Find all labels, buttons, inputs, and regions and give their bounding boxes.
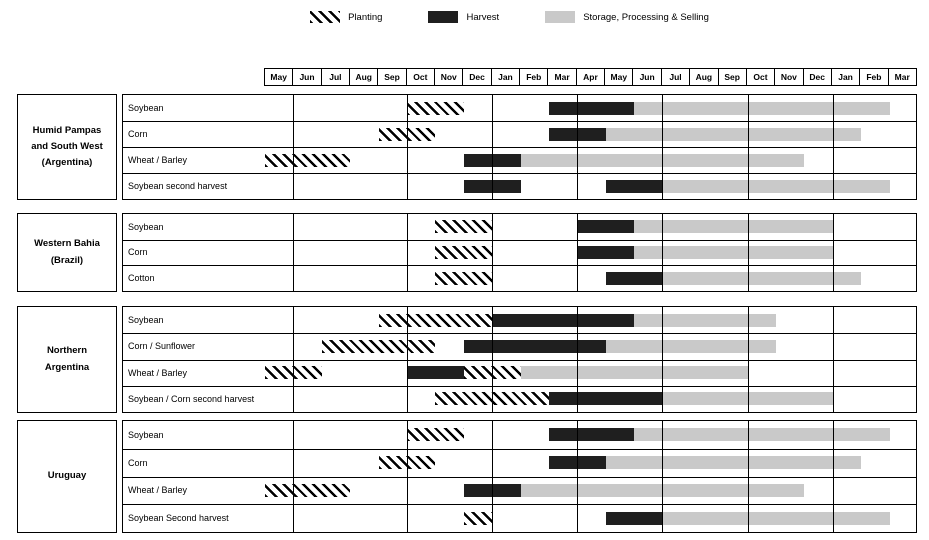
- bar-planting: [322, 340, 436, 353]
- gridline: [293, 421, 294, 532]
- month-label: Dec: [803, 69, 831, 85]
- bar-harvest: [577, 220, 634, 233]
- bar-storage: [606, 340, 776, 353]
- region-label-line: (Argentina): [41, 157, 93, 169]
- gridline: [492, 214, 493, 291]
- gridline: [833, 95, 834, 199]
- crop-label: Soybean: [128, 315, 164, 326]
- crop-label: Wheat / Barley: [128, 367, 188, 378]
- month-label: Jan: [491, 69, 519, 85]
- region-label-line: (Brazil): [50, 254, 84, 266]
- crop-label: Corn: [128, 247, 148, 258]
- crop-label: Wheat / Barley: [128, 485, 188, 496]
- gridline: [748, 95, 749, 199]
- row-separator: [123, 147, 916, 148]
- month-label: Mar: [547, 69, 575, 85]
- month-label: May: [270, 72, 287, 82]
- row-separator: [123, 333, 916, 334]
- gridline: [577, 95, 578, 199]
- month-label: Feb: [859, 69, 887, 85]
- month-label: Oct: [406, 69, 434, 85]
- crop-label: Soybean / Corn second harvest: [128, 393, 255, 404]
- region-label-line: Western Bahia: [34, 238, 100, 250]
- row-separator: [123, 504, 916, 505]
- bar-planting: [407, 102, 464, 115]
- bar-storage: [521, 366, 748, 379]
- crop-label: Soybean second harvest: [128, 181, 228, 191]
- month-label: Aug: [349, 69, 377, 85]
- row-separator: [123, 477, 916, 478]
- row-separator: [123, 360, 916, 361]
- region-label-line: Northern: [46, 345, 88, 357]
- gridline: [407, 421, 408, 532]
- gridline: [833, 214, 834, 291]
- harvest-swatch-icon: [428, 11, 458, 23]
- bar-harvest: [549, 392, 663, 405]
- month-label: Jun: [632, 69, 660, 85]
- month-label: Jan: [831, 69, 859, 85]
- bar-planting: [435, 220, 492, 233]
- month-label: Mar: [888, 69, 916, 85]
- month-label: Nov: [774, 69, 802, 85]
- crop-label: Wheat / Barley: [128, 155, 188, 165]
- crop-label: Soybean Second harvest: [128, 513, 229, 524]
- region-label: [17, 213, 117, 292]
- bar-planting: [265, 484, 350, 497]
- bar-harvest: [549, 428, 634, 441]
- storage-swatch-icon: [545, 11, 575, 23]
- bar-storage: [634, 102, 890, 115]
- gridline: [577, 307, 578, 412]
- gridline: [293, 214, 294, 291]
- gridline: [407, 214, 408, 291]
- gridline: [748, 214, 749, 291]
- gridline: [577, 214, 578, 291]
- crop-label: Soybean: [128, 103, 164, 113]
- month-label: Jul: [661, 69, 689, 85]
- bar-harvest: [464, 340, 606, 353]
- gridline: [492, 95, 493, 199]
- legend: [90, 9, 929, 25]
- month-label: Jul: [321, 69, 349, 85]
- gridline: [662, 421, 663, 532]
- bar-harvest: [606, 180, 663, 193]
- bar-storage: [662, 512, 889, 525]
- region-chart: [122, 94, 917, 200]
- gridline: [662, 307, 663, 412]
- month-label: Oct: [746, 69, 774, 85]
- gridline: [293, 95, 294, 199]
- crop-label: Cotton: [128, 273, 155, 284]
- gridline: [293, 307, 294, 412]
- bar-harvest: [606, 512, 663, 525]
- bar-storage: [634, 220, 833, 233]
- gridline: [577, 421, 578, 532]
- bar-harvest: [577, 246, 634, 259]
- gridline: [407, 307, 408, 412]
- gridline: [748, 307, 749, 412]
- month-label: Aug: [689, 69, 717, 85]
- bar-storage: [662, 272, 861, 285]
- month-label: May: [604, 69, 632, 85]
- month-label: Apr: [576, 69, 604, 85]
- bar-planting: [379, 314, 493, 327]
- bar-harvest: [606, 272, 663, 285]
- bar-planting: [407, 428, 464, 441]
- bar-planting: [435, 246, 492, 259]
- legend-item-planting: [310, 11, 382, 23]
- bar-harvest: [492, 314, 634, 327]
- month-label: Sep: [718, 69, 746, 85]
- bar-storage: [634, 246, 833, 259]
- crop-label: Corn: [128, 129, 148, 139]
- month-label: Jun: [292, 69, 320, 85]
- gridline: [833, 421, 834, 532]
- crop-label: Soybean: [128, 221, 164, 232]
- crop-label: Soybean: [128, 429, 164, 440]
- bar-storage: [634, 428, 890, 441]
- row-separator: [123, 173, 916, 174]
- gridline: [833, 307, 834, 412]
- legend-item-storage: [545, 11, 709, 23]
- bar-storage: [606, 456, 862, 469]
- bar-storage: [634, 314, 776, 327]
- region-label-line: Argentina: [44, 361, 90, 373]
- row-separator: [123, 265, 916, 266]
- legend-item-harvest: [428, 11, 499, 23]
- region-label-line: and South West: [31, 140, 103, 152]
- row-separator: [123, 121, 916, 122]
- crop-label: Corn / Sunflower: [128, 341, 196, 352]
- region-label: [17, 306, 117, 413]
- bar-planting: [464, 512, 492, 525]
- bar-planting: [265, 154, 350, 167]
- month-axis: [264, 68, 917, 86]
- bar-harvest: [407, 366, 464, 379]
- bar-planting: [435, 272, 492, 285]
- row-separator: [123, 449, 916, 450]
- region-label: [17, 94, 117, 200]
- gridline: [662, 214, 663, 291]
- bar-storage: [606, 128, 862, 141]
- gridline: [492, 421, 493, 532]
- region-chart: [122, 213, 917, 292]
- planting-swatch-icon: [310, 11, 340, 23]
- region-chart: [122, 420, 917, 533]
- region-label-line: Humid Pampas: [32, 124, 102, 136]
- region-label: [17, 420, 117, 533]
- gridline: [662, 95, 663, 199]
- gridline: [748, 421, 749, 532]
- bar-storage: [662, 180, 889, 193]
- row-separator: [123, 240, 916, 241]
- bar-harvest: [549, 102, 634, 115]
- month-label: Nov: [434, 69, 462, 85]
- region-label-line: Uruguay: [47, 470, 87, 482]
- legend-label: Planting: [348, 11, 383, 23]
- crop-label: Corn: [128, 457, 148, 468]
- legend-label: Harvest: [466, 11, 500, 23]
- month-label: Dec: [462, 69, 490, 85]
- month-label: Feb: [519, 69, 547, 85]
- gridline: [492, 307, 493, 412]
- region-chart: [122, 306, 917, 413]
- month-label: Sep: [377, 69, 405, 85]
- gridline: [407, 95, 408, 199]
- legend-label: Storage, Processing & Selling: [583, 11, 709, 23]
